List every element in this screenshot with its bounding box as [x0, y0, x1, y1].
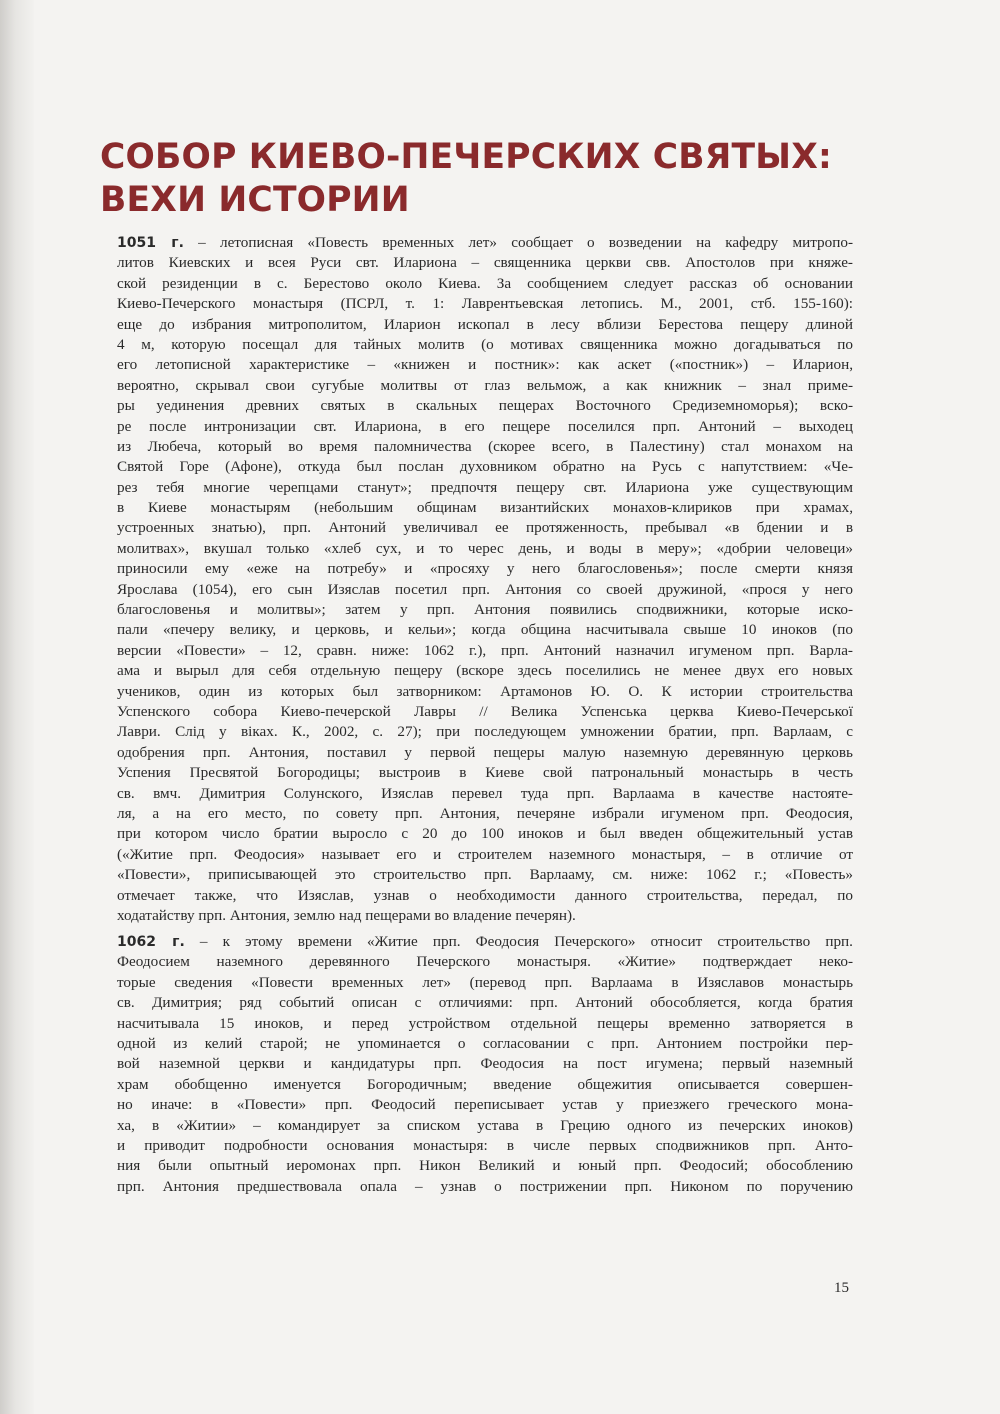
entry-line: литов Киевских и всея Руси свт. Илариона – священника церкви свв. Апостолов при княже-: [117, 254, 853, 272]
entry-line: молитвах», вкушал только «хлеб сух, и то черес день, и воды в меру»; «добрии человеци»: [117, 539, 853, 557]
entry-line: Святой Горе (Афоне), откуда был послан духовником обратно на Русь с напутствием: «Че-: [117, 458, 853, 476]
entry-line: [117, 233, 853, 253]
entry-year: 1051 г.: [117, 235, 184, 251]
entry-line: вой наземной церкви и кандидатуры прп. Феодосия на пост игумена; первый наземный: [117, 1055, 853, 1073]
entry-line: Успения Пресвятой Богородицы; выстроив в Киеве свой патрональный монастырь в честь: [117, 764, 853, 782]
entry-line: храм обобщенно именуется Богородичным; введение общежития описывается совершен-: [117, 1075, 853, 1093]
entry-line: но иначе: в «Повести» прп. Феодосий переписывает устав у приезжего греческого мона-: [117, 1096, 853, 1114]
entry-line: его летописной характеристике – «книжен и постник»: как аскет («постник») – Иларион,: [117, 356, 853, 374]
entry-line: вероятно, скрывал свои сугубые молитвы от глаз вельмож, а как книжник – знал приме-: [117, 376, 853, 394]
entry-line-text: – летописная «Повесть временных лет» сообщает о возведении на кафедру митропо-: [183, 234, 853, 251]
entry-line: св. вмч. Димитрия Солунского, Изяслав перевел туда прп. Варлаама в качестве настояте-: [117, 784, 853, 802]
page-title: [100, 136, 860, 222]
entry-line: еще до избрания митрополитом, Иларион ископал в лесу вблизи Берестова пещеру длиной: [117, 315, 853, 333]
entry-line: рез тебя многие черепцами станут»; предпочтя пещеру свт. Илариона уже существующим: [117, 478, 853, 496]
entry-line: св. Димитрия; ряд событий описан с отличиями: прп. Антоний обособляется, когда братия: [117, 994, 853, 1012]
entry-line: одной из келий старой; не упоминается о согласовании с прп. Антонием постройки пер-: [117, 1034, 853, 1052]
entry-line: ре после интронизации свт. Илариона, в его пещере поселился прп. Антоний – выходец: [117, 417, 853, 435]
entry-line: [117, 932, 853, 952]
page-gutter-shadow: [0, 0, 34, 1414]
entry-year: 1062 г.: [117, 934, 185, 950]
page-number: 15: [834, 1280, 849, 1296]
chronology-entry-1051: [117, 233, 853, 926]
entry-line: Ярослава (1054), его сын Изяслав посетил прп. Антония со своей дружиной, «прося у него: [117, 580, 853, 598]
entry-line: ния были опытный иеромонах прп. Никон Великий и юный прп. Феодосий; обособлению: [117, 1157, 853, 1175]
entry-line: торые сведения «Повести временных лет» (перевод прп. Варлаама в Изяславов монастырь: [117, 973, 853, 991]
entry-line: при котором число братии выросло с 20 до 100 иноков и был введен общежительный устав: [117, 825, 853, 843]
entry-line: Киево-Печерского монастыря (ПСРЛ, т. 1: Лаврентьевская летопись. М., 2001, стб. 155-160):: [117, 295, 853, 313]
entry-line: благословенья и молитвы»; затем у прп. Антония появились сподвижники, которые иско-: [117, 601, 853, 619]
entry-line: версии «Повести» – 12, сравн. ниже: 1062 г.), прп. Антоний назначил игуменом прп. Варла-: [117, 641, 853, 659]
entry-line: приносили ему «еже на потребу» и «просяху у него благословенья»; после смерти князя: [117, 560, 853, 578]
entry-line: пали «печеру велику, и церковь, и кельи»; когда община насчитывала свыше 10 иноков (по: [117, 621, 853, 639]
entry-line: ской резиденции в с. Берестово около Киева. За сообщением следует рассказ об основании: [117, 274, 853, 292]
entry-line: в Киеве монастырям (небольшим общинам византийских монахов-клириков при храмах,: [117, 499, 853, 517]
entry-line: ха, в «Житии» – командирует за списком устава в Грецию одного из печерских иноков): [117, 1116, 853, 1134]
entry-line-text: – к этому времени «Житие прп. Феодосия Печерского» относит строительство прп.: [184, 933, 853, 950]
entry-line: насчитывала 15 иноков, и перед устройством отдельной пещеры временно затворяется в: [117, 1014, 853, 1032]
entry-line: Феодосием наземного деревянного Печерского монастыря. «Житие» подтверждает неко-: [117, 953, 853, 971]
page-title-line-1: СОБОР КИЕВО-ПЕЧЕРСКИХ СВЯТЫХ:: [100, 137, 832, 177]
entry-line: («Житие прп. Феодосия» называет его и строителем наземного монастыря, – в отличие от: [117, 845, 853, 863]
entry-line: ходатайству прп. Антония, землю над пещерами во владение печерян).: [117, 906, 576, 924]
entry-line: из Любеча, который во время паломничества (скорее всего, в Палестину) стал монахом на: [117, 437, 853, 455]
entry-line: отмечает также, что Изяслав, узнав о необходимости данного строительства, передал, по: [117, 886, 853, 904]
entry-line: и приводит подробности основания монастыря: в числе первых сподвижников прп. Анто-: [117, 1136, 853, 1154]
entry-line: 4 м, которую посещал для тайных молитв (о мотивах священника можно догадываться по: [117, 335, 853, 353]
entry-line: учеников, один из которых был затворником: Артамонов Ю. О. К истории строительства: [117, 682, 853, 700]
page-title-line-2: ВЕХИ ИСТОРИИ: [100, 180, 410, 220]
entry-line: одобрения прп. Антония, поставил у первой пещеры малую наземную деревянную церковь: [117, 743, 853, 761]
entry-line: ля, а на его место, по совету прп. Антония, печеряне избрали игуменом прп. Феодосия,: [117, 804, 853, 822]
entry-line: устроенных знатью), прп. Антоний увеличивал ее протяженность, пребывал «в бдении и в: [117, 519, 853, 537]
entry-line: Успенского собора Киево-печерской Лавры // Велика Успенська церква Киево-Печерської: [117, 702, 853, 720]
entry-line: прп. Антония предшествовала опала – узнав о пострижении прп. Никоном по поручению: [117, 1177, 853, 1195]
chronology-entry-1062: [117, 932, 853, 1197]
entry-line: Лаври. Слід у віках. К., 2002, с. 27); при последующем умножении братии, прп. Варлаам, с: [117, 723, 853, 741]
entry-line: ры уединения древних святых в скальных пещерах Восточного Средиземноморья); вско-: [117, 397, 853, 415]
entry-line: ама и вырыл для себя отдельную пещеру (вскоре здесь поселились не менее двух его новых: [117, 662, 853, 680]
entry-line: «Повести», приписывающей это строительство прп. Варлааму, см. ниже: 1062 г.; «Повесть»: [117, 866, 853, 884]
